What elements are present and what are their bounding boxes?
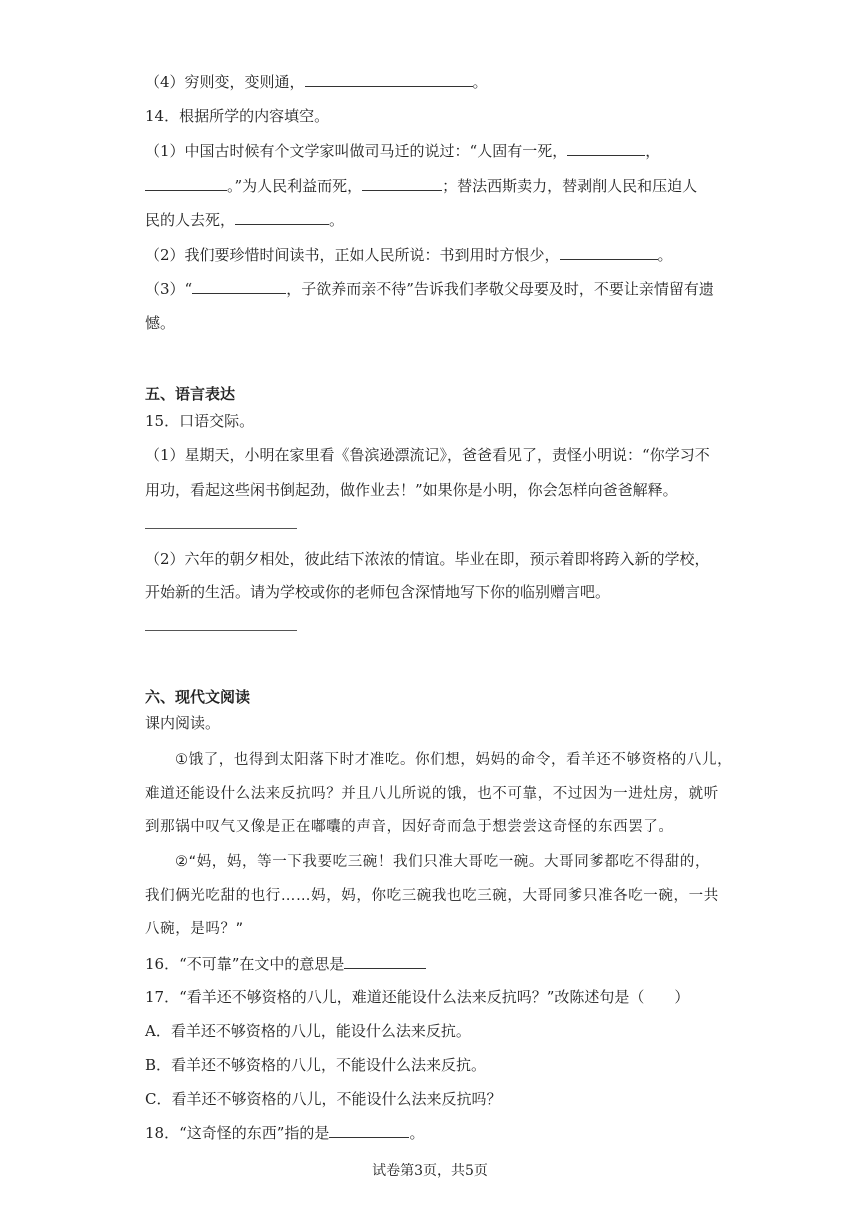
q15-item1-line1: （1）星期天，小明在家里看《鲁滨逊漂流记》，爸爸看见了，责怪小明说：“你学习不 (145, 446, 710, 464)
q13-item4 (145, 72, 488, 92)
q15-item2-line1: （2）六年的朝夕相处，彼此结下浓浓的情谊。毕业在即，预示着即将跨入新的学校， (145, 550, 710, 568)
section6-heading: 六、现代文阅读 (145, 688, 251, 706)
page-footer: 试卷第3页，共5页 (372, 1163, 488, 1179)
q17-option-a[interactable]: A．看羊还不够资格的八儿，能设什么法来反抗。 (145, 1022, 471, 1040)
q14-title: 14．根据所学的内容填空。 (145, 107, 330, 125)
q14-item3-open: （3）“ (145, 280, 193, 298)
answer-blank[interactable] (362, 176, 442, 191)
q15-title: 15．口语交际。 (145, 412, 255, 430)
q14-item1-line1 (145, 141, 660, 161)
passage-p2-line2: 我们俩光吃甜的也行……妈，妈，你吃三碗我也吃三碗，大哥同爹只准各吃一碗，一共 (145, 888, 719, 904)
section6-intro: 课内阅读。 (145, 714, 221, 732)
q14-item1-text: （1）中国古时候有个文学家叫做司马迁的说过：“人固有一死， (145, 142, 568, 160)
q14-item1-text2: 。”为人民利益而死， (227, 177, 363, 195)
q14-item1-comma: ， (645, 142, 661, 160)
q13-item4-text: （4）穷则变，变则通， (145, 73, 305, 91)
q15-item2-answer-line[interactable] (145, 630, 297, 631)
q14-item1-line2 (145, 176, 697, 196)
passage-p2-line3: 八碗，是吗？” (145, 921, 244, 937)
q15-item2-line2: 开始新的生活。请为学校或你的老师包含深情地写下你的临别赠言吧。 (145, 583, 611, 601)
q14-item3-line2: 憾。 (145, 314, 176, 332)
q16-text: 16．“不可靠”在文中的意思是 (145, 955, 345, 973)
q14-item3-text: ，子欲养而亲不待”告诉我们孝敬父母要及时，不要让亲情留有遗 (286, 280, 714, 298)
section5-heading: 五、语言表达 (145, 385, 236, 403)
answer-blank[interactable] (560, 245, 658, 260)
q13-item4-end: 。 (472, 73, 488, 91)
q14-item1-text4: 民的人去死， (145, 211, 236, 229)
answer-blank[interactable] (192, 279, 286, 294)
q18-end: 。 (409, 1124, 425, 1142)
q14-item1-text3: ；替法西斯卖力，替剥削人民和压迫人 (442, 177, 698, 195)
answer-blank[interactable] (235, 210, 329, 225)
q18-text: 18．“这奇怪的东西”指的是 (145, 1124, 330, 1142)
passage-p2-line1: ②“妈，妈，等一下我要吃三碗！我们只准大哥吃一碗。大哥同爹都吃不得甜的， (175, 854, 711, 870)
q17: 17．“看羊还不够资格的八儿，难道还能设什么法来反抗吗？”改陈述句是（ ） (145, 988, 690, 1006)
q14-item2-end: 。 (657, 246, 673, 264)
answer-blank[interactable] (145, 176, 227, 191)
q16 (145, 954, 426, 974)
passage-p1-line2: 难道还能设什么法来反抗吗？并且八儿所说的饿，也不可靠，不过因为一进灶房，就听 (145, 786, 719, 802)
passage-p1-line3: 到那锅中叹气又像是正在嘟囔的声音，因好奇而急于想尝尝这奇怪的东西罢了。 (145, 819, 674, 835)
q17-option-b[interactable]: B．看羊还不够资格的八儿，不能设什么法来反抗。 (145, 1056, 487, 1074)
q18 (145, 1123, 424, 1143)
passage-p1-line1: ①饿了，也得到太阳落下时才准吃。你们想，妈妈的命令，看羊还不够资格的八儿， (175, 752, 733, 768)
q14-item3-line1 (145, 279, 714, 299)
q14-item1-line3 (145, 210, 344, 230)
q14-item2-text: （2）我们要珍惜时间读书，正如人民所说：书到用时方恨少， (145, 246, 560, 264)
q14-item1-end: 。 (329, 211, 345, 229)
q17-option-c[interactable]: C．看羊还不够资格的八儿，不能设什么法来反抗吗？ (145, 1090, 502, 1108)
answer-blank[interactable] (329, 1123, 409, 1138)
q15-item1-line2: 用功，看起这些闲书倒起劲，做作业去！”如果你是小明，你会怎样向爸爸解释。 (145, 481, 678, 499)
q14-item2 (145, 245, 673, 265)
answer-blank[interactable] (344, 954, 426, 969)
q15-item1-answer-line[interactable] (145, 528, 297, 529)
answer-blank[interactable] (305, 72, 473, 87)
answer-blank[interactable] (567, 141, 645, 156)
